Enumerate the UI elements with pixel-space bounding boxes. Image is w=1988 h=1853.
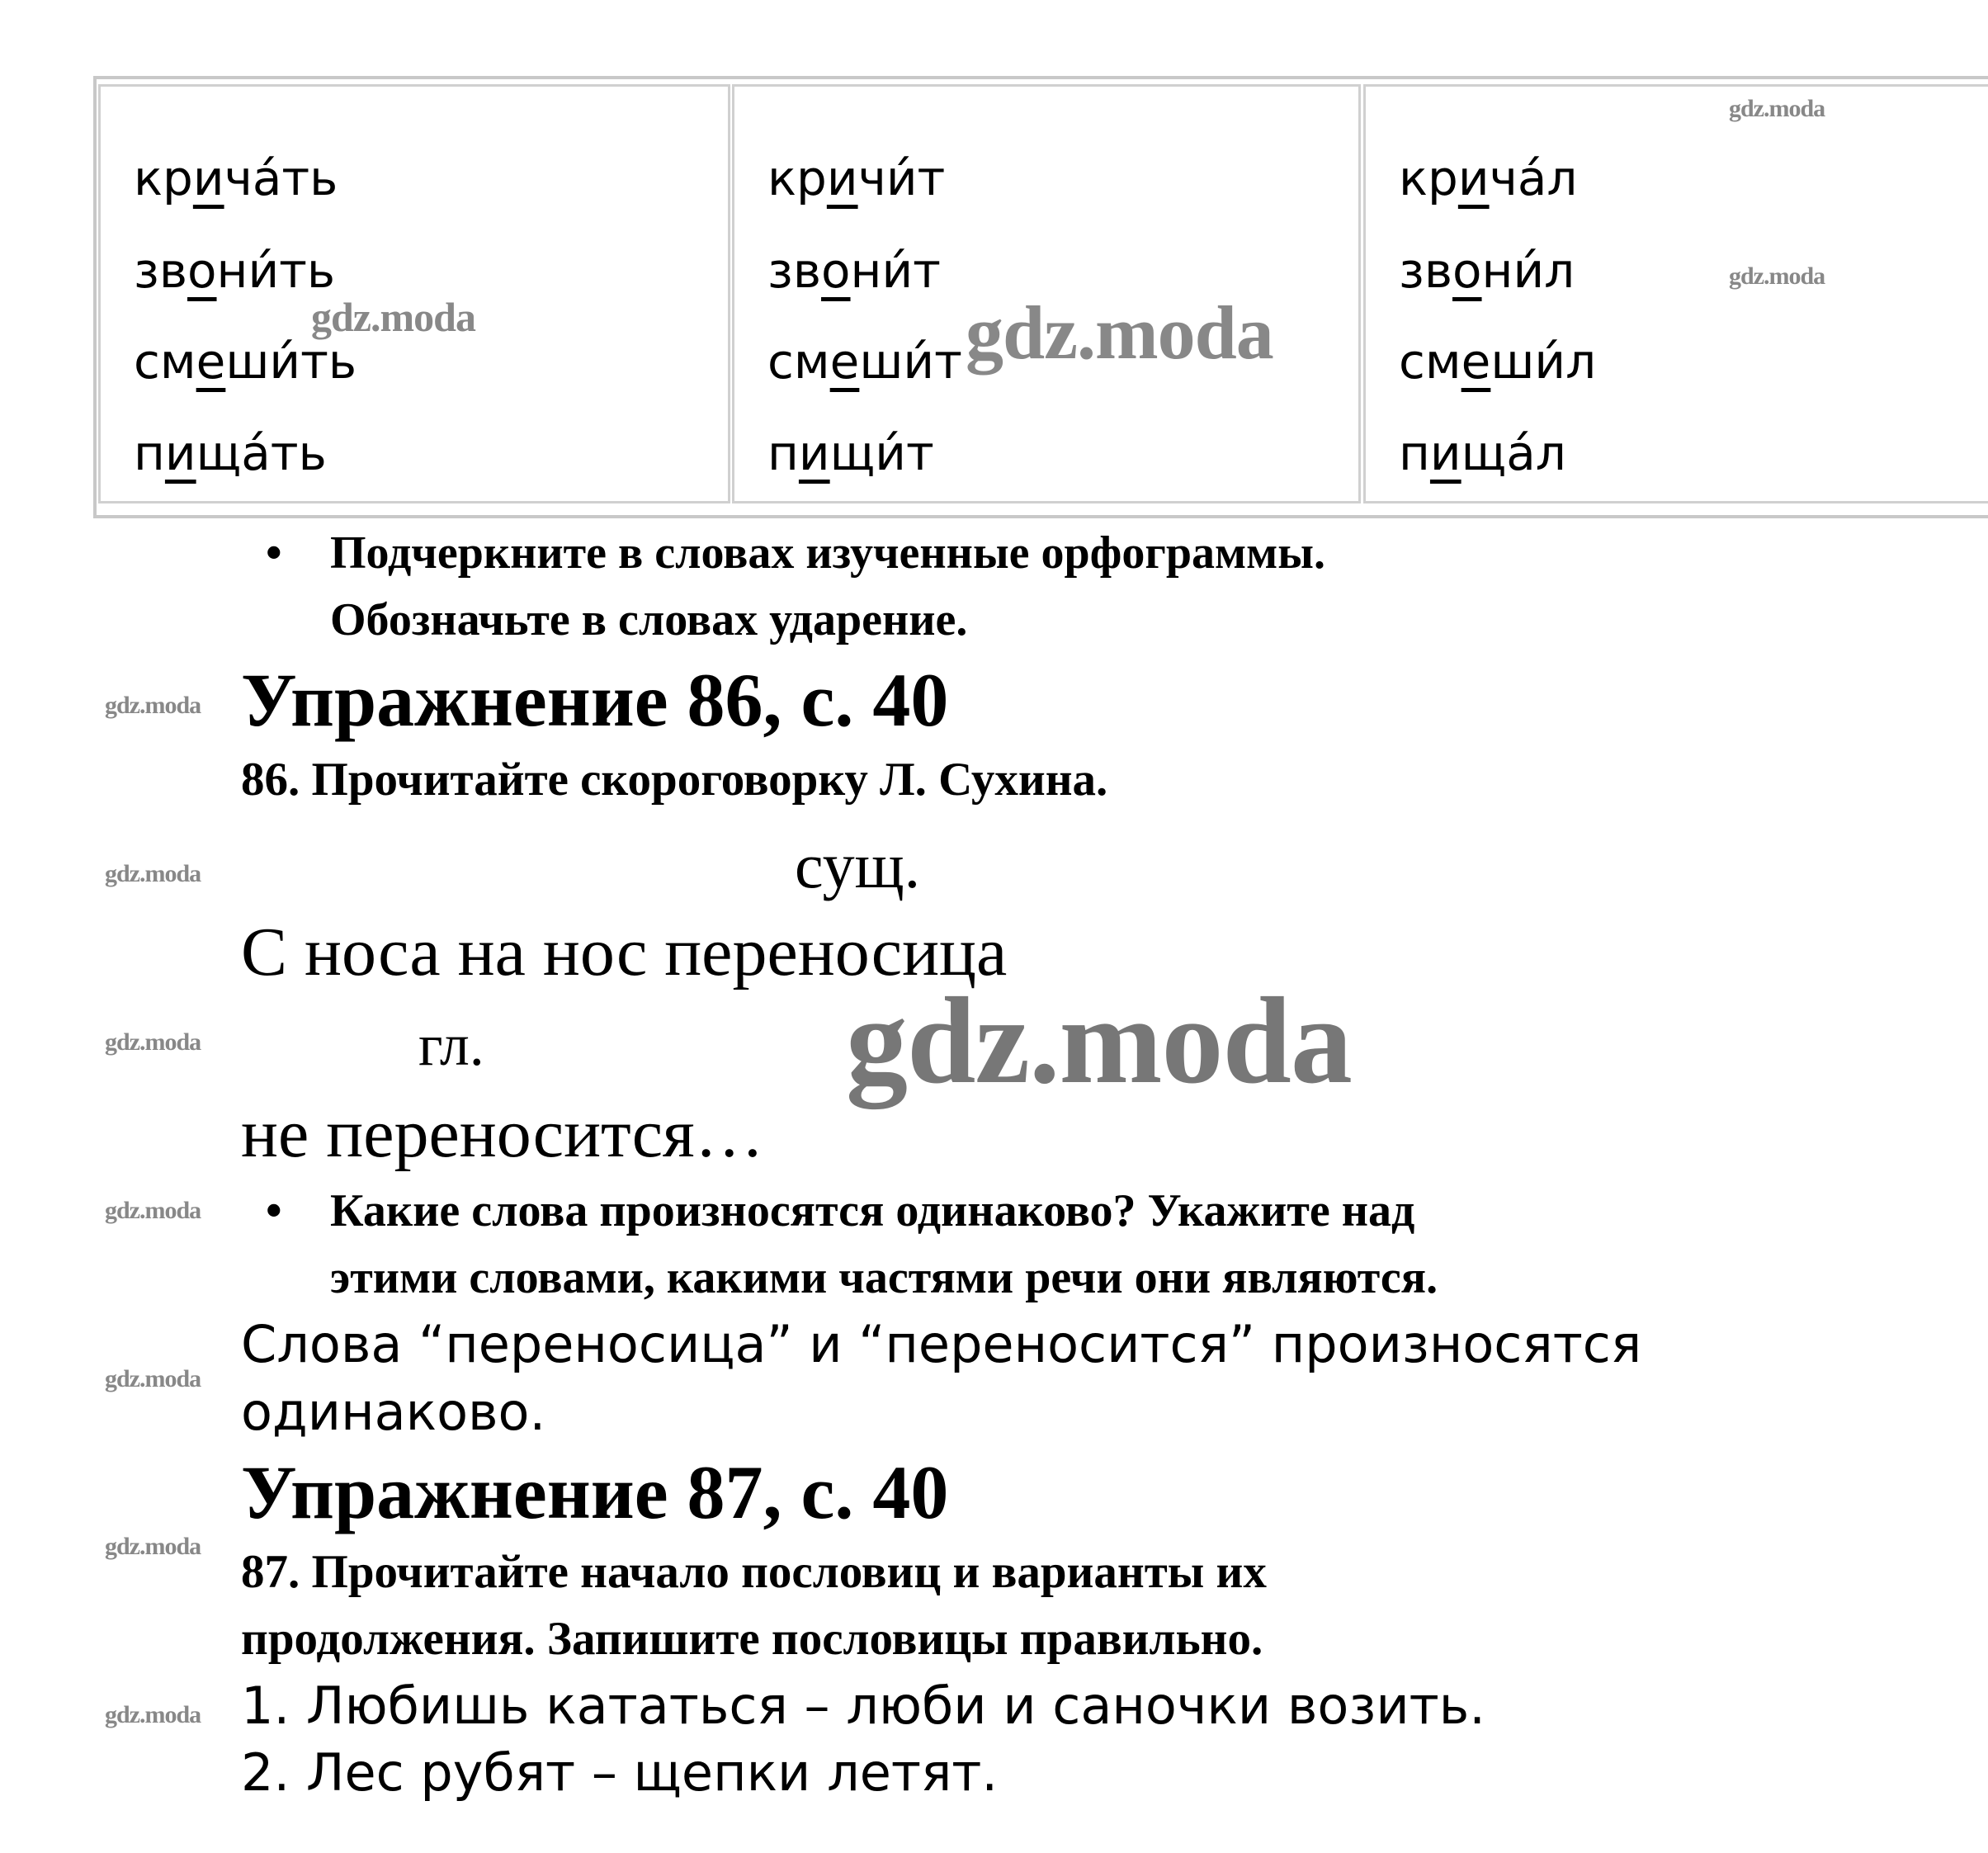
table-word: смеши́т — [767, 333, 962, 390]
exercise-87-heading: Упражнение 87, с. 40 — [241, 1450, 949, 1534]
watermark: gdz.moda — [105, 1197, 201, 1224]
part-of-speech-noun: сущ. — [795, 830, 921, 901]
table-word: смеши́л — [1399, 333, 1597, 390]
task-instruction-line: Какие слова произносятся одинаково? Укажите над — [330, 1185, 1415, 1236]
tongue-twister-line: С носа на нос переносица — [241, 914, 1008, 990]
answer-line: Слова “переносица” и “переносится” произносятся — [241, 1314, 1642, 1374]
task-instruction-line: Подчеркните в словах изученные орфограммы. — [330, 527, 1325, 579]
table-word: крича́ть — [134, 150, 338, 206]
table-column-infinitive — [98, 84, 730, 503]
table-word: звони́т — [767, 243, 941, 299]
tongue-twister-line: не переносится… — [241, 1095, 764, 1172]
table-word: звони́ть — [134, 243, 336, 299]
table-word: смеши́ть — [134, 333, 357, 390]
answer-line: одинаково. — [241, 1382, 546, 1442]
table-word: звони́л — [1399, 243, 1575, 299]
watermark: gdz.moda — [105, 860, 201, 887]
table-word: пища́л — [1399, 425, 1566, 481]
table-word: крича́л — [1399, 150, 1578, 206]
exercise-87-task-line: продолжения. Запишите пословицы правильно. — [241, 1613, 1263, 1665]
task-instruction-line: этими словами, какими частями речи они являются. — [330, 1252, 1438, 1303]
table-word: пища́ть — [134, 425, 327, 481]
table-word: пищи́т — [767, 425, 934, 481]
watermark: gdz.moda — [105, 1028, 201, 1056]
table-column-present — [732, 84, 1361, 503]
table-word: кричи́т — [767, 150, 946, 206]
watermark: gdz.moda — [105, 1365, 201, 1392]
bullet-icon: • — [266, 527, 282, 579]
answer-line: 2. Лес рубят – щепки летят. — [241, 1742, 999, 1803]
conjugation-table — [93, 76, 1988, 518]
watermark: gdz.moda — [105, 692, 201, 719]
watermark: gdz.moda — [105, 1533, 201, 1560]
bullet-icon: • — [266, 1185, 282, 1236]
answer-line: 1. Любишь кататься – люби и саночки возить. — [241, 1676, 1485, 1736]
table-column-past — [1363, 84, 1988, 503]
watermark: gdz.moda — [846, 972, 1352, 1109]
watermark: gdz.moda — [966, 291, 1273, 375]
exercise-87-task-line: 87. Прочитайте начало пословиц и варианты их — [241, 1546, 1267, 1598]
exercise-86-task: 86. Прочитайте скороговорку Л. Сухина. — [241, 754, 1108, 806]
part-of-speech-verb: гл. — [418, 1012, 484, 1078]
watermark: gdz.moda — [311, 294, 475, 340]
exercise-86-heading: Упражнение 86, с. 40 — [241, 658, 949, 742]
watermark: gdz.moda — [1729, 95, 1825, 122]
watermark: gdz.moda — [105, 1701, 201, 1728]
task-instruction-line: Обозначьте в словах ударение. — [330, 594, 968, 645]
watermark: gdz.moda — [1729, 262, 1825, 290]
